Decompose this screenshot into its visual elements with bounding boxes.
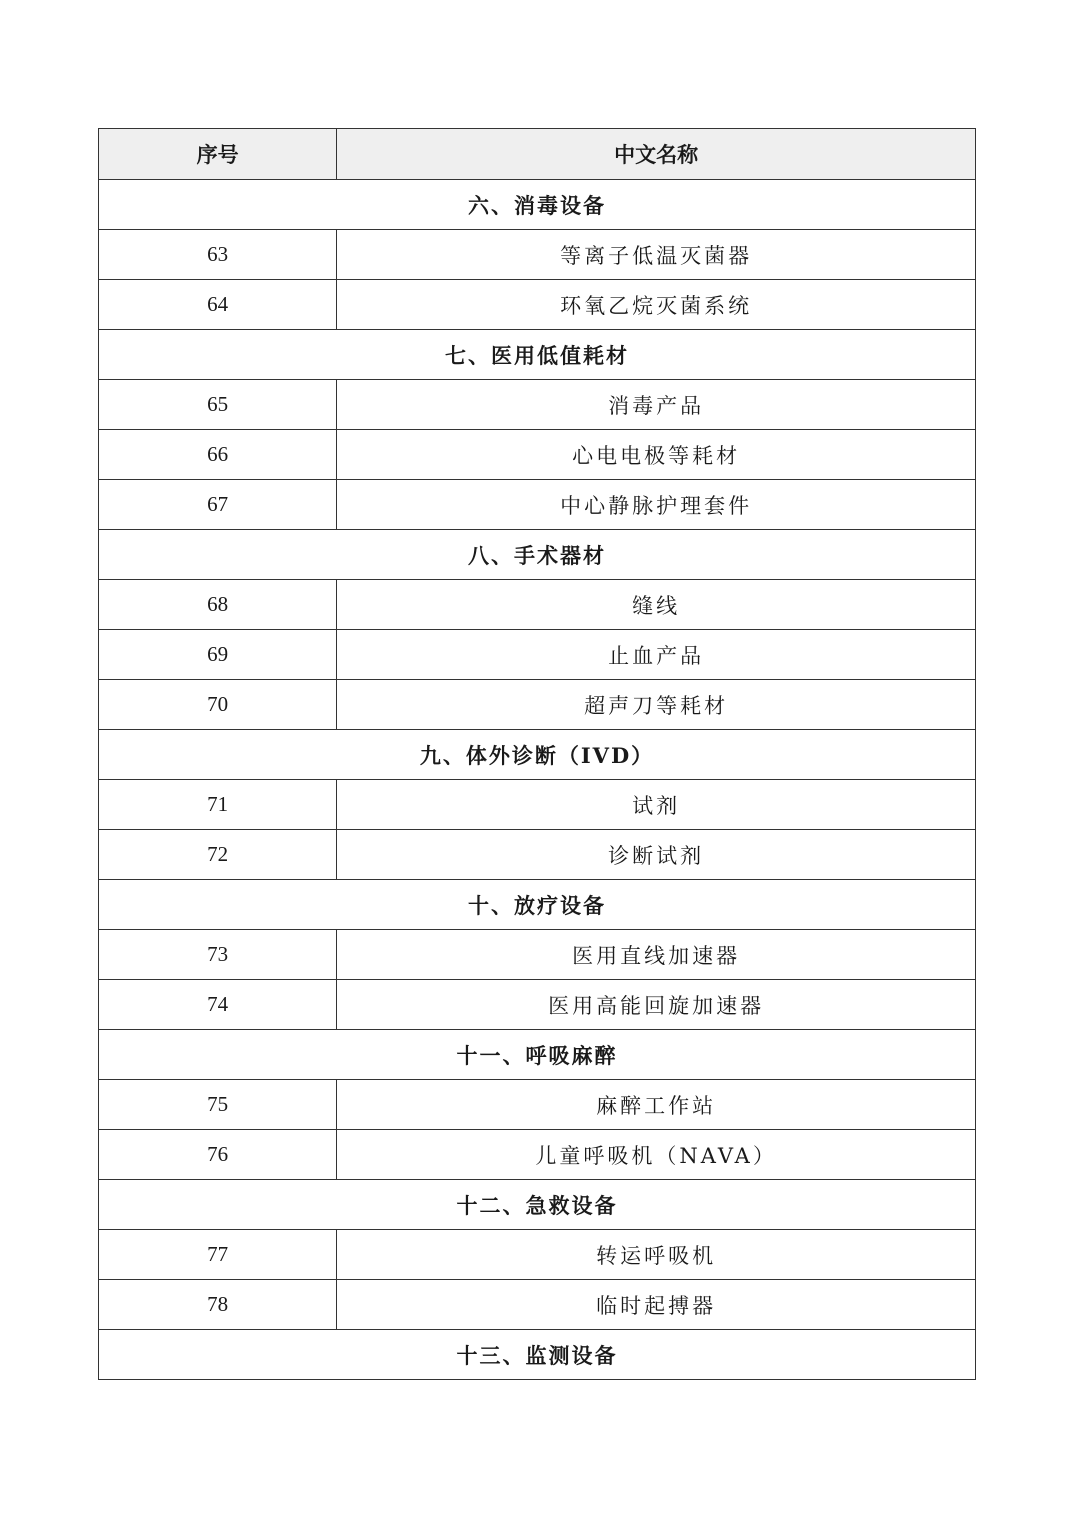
table-row — [99, 1080, 976, 1130]
item-name: 止血产品 — [337, 630, 976, 680]
item-number: 63 — [99, 230, 337, 280]
table-body — [99, 180, 976, 1380]
section-row — [99, 530, 976, 580]
item-name: 等离子低温灭菌器 — [337, 230, 976, 280]
item-name: 消毒产品 — [337, 380, 976, 430]
item-number: 74 — [99, 980, 337, 1030]
table-row — [99, 380, 976, 430]
item-number: 76 — [99, 1130, 337, 1180]
item-name: 诊断试剂 — [337, 830, 976, 880]
item-number: 70 — [99, 680, 337, 730]
section-title: 十一、呼吸麻醉 — [99, 1030, 976, 1080]
table-row — [99, 780, 976, 830]
item-number: 65 — [99, 380, 337, 430]
section-row — [99, 1180, 976, 1230]
section-title: 七、医用低值耗材 — [99, 330, 976, 380]
section-row — [99, 1030, 976, 1080]
section-row — [99, 330, 976, 380]
item-number: 73 — [99, 930, 337, 980]
item-name: 试剂 — [337, 780, 976, 830]
section-title: 十二、急救设备 — [99, 1180, 976, 1230]
section-row — [99, 1330, 976, 1380]
item-number: 66 — [99, 430, 337, 480]
item-name: 环氧乙烷灭菌系统 — [337, 280, 976, 330]
item-name: 中心静脉护理套件 — [337, 480, 976, 530]
section-title: 九、体外诊断（IVD） — [99, 730, 976, 780]
item-name: 心电电极等耗材 — [337, 430, 976, 480]
table-row — [99, 280, 976, 330]
item-number: 69 — [99, 630, 337, 680]
section-title: 六、消毒设备 — [99, 180, 976, 230]
table-row — [99, 230, 976, 280]
item-number: 71 — [99, 780, 337, 830]
item-name: 临时起搏器 — [337, 1280, 976, 1330]
table-row — [99, 830, 976, 880]
item-number: 77 — [99, 1230, 337, 1280]
equipment-table — [98, 128, 976, 1380]
item-number: 67 — [99, 480, 337, 530]
item-name: 转运呼吸机 — [337, 1230, 976, 1280]
header-number: 序号 — [99, 129, 337, 180]
table-row — [99, 580, 976, 630]
item-number: 72 — [99, 830, 337, 880]
item-number: 68 — [99, 580, 337, 630]
item-name: 超声刀等耗材 — [337, 680, 976, 730]
section-title: 十、放疗设备 — [99, 880, 976, 930]
section-title: 八、手术器材 — [99, 530, 976, 580]
table-row — [99, 630, 976, 680]
table-row — [99, 1130, 976, 1180]
item-name: 儿童呼吸机（NAVA） — [337, 1130, 976, 1180]
item-name: 缝线 — [337, 580, 976, 630]
table-row — [99, 1230, 976, 1280]
section-row — [99, 180, 976, 230]
table-row — [99, 680, 976, 730]
table-row — [99, 1280, 976, 1330]
header-name: 中文名称 — [337, 129, 976, 180]
table-row — [99, 480, 976, 530]
item-name: 医用高能回旋加速器 — [337, 980, 976, 1030]
section-title: 十三、监测设备 — [99, 1330, 976, 1380]
item-number: 64 — [99, 280, 337, 330]
section-row — [99, 880, 976, 930]
section-row — [99, 730, 976, 780]
item-name: 麻醉工作站 — [337, 1080, 976, 1130]
item-number: 78 — [99, 1280, 337, 1330]
item-name: 医用直线加速器 — [337, 930, 976, 980]
table-row — [99, 930, 976, 980]
item-number: 75 — [99, 1080, 337, 1130]
table-row — [99, 980, 976, 1030]
table-header-row — [99, 129, 976, 180]
table-row — [99, 430, 976, 480]
